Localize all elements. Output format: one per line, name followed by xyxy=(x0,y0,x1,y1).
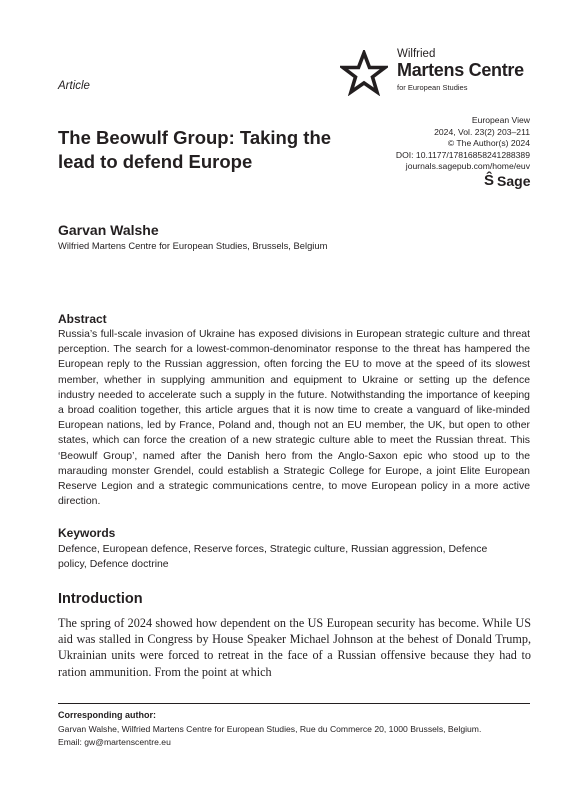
abstract-text: Russia’s full-scale invasion of Ukraine has exposed divisions in European strategic culture and threat perception. The search for a lowest-common-denominator response to the threat has hampered the European reply to the Russian aggression, often forcing the EU to move at the speed of its slowest member, whether in supplying ammunition and equipment to Ukraine or setting up the defence industry needed to accelerate such a supply in the future. Notwithstanding the importance of keeping a broad coalition together, this article argues that it is now time to create a vanguard of like-minded European nations, led by France, Poland and, though not an EU member, the UK, but open to other states, which can force the creation of a new strategic culture able to meet the Russian threat. This ‘Beowulf Group’, named after the Danish hero from the Anglo-Saxon epic who stood up to the marauding monster Grendel, could establish a Strategic College for Europe, a joint Elite European Reserve Legion and a strategic communications centre, to move European policy in a more active direction. xyxy=(58,329,530,508)
introduction-text: The spring of 2024 showed how dependent on the US European security has become. While US aid was stalled in Congress by House Speaker Michael Johnson at the behest of Donald Trump, Ukrainian units were forced to retreat in the face of a Russian offensive because they had to ration ammunition. From the point at which xyxy=(58,616,531,679)
keywords-heading: Keywords xyxy=(58,526,116,540)
journal-url[interactable]: journals.sagepub.com/home/euv xyxy=(405,161,530,172)
sage-s-icon: Ŝ xyxy=(484,172,495,189)
corresponding-author-heading: Corresponding author: xyxy=(58,710,156,720)
author-name: Garvan Walshe xyxy=(58,222,159,238)
publisher-logo xyxy=(484,172,530,189)
martens-centre-logo xyxy=(340,48,540,100)
keywords-text: Defence, European defence, Reserve forces, Strategic culture, Russian aggression, Defence policy, Defence doctrine xyxy=(58,544,488,571)
corresponding-author-details xyxy=(58,723,538,749)
journal-doi[interactable]: DOI: 10.1177/17816858241288389 xyxy=(395,149,530,160)
logo-line-2: Martens Centre xyxy=(397,60,524,80)
corresponding-author-address: Garvan Walshe, Wilfried Martens Centre for European Studies, Rue du Commerce 20, 1000 Brussels, Belgium. xyxy=(58,724,482,734)
article-type-label: Article xyxy=(58,80,90,92)
abstract-heading: Abstract xyxy=(58,312,107,326)
logo-line-1: Wilfried xyxy=(397,48,436,60)
journal-meta xyxy=(330,115,530,173)
star-icon xyxy=(340,50,388,96)
journal-copyright: © The Author(s) 2024 xyxy=(447,138,530,149)
journal-volume: 2024, Vol. 23(2) 203–211 xyxy=(434,126,530,137)
article-title: The Beowulf Group: Taking the lead to defend Europe xyxy=(58,127,332,172)
logo-line-3: for European Studies xyxy=(397,83,468,92)
footnote-divider xyxy=(58,703,530,704)
corresponding-author-email[interactable]: Email: gw@martenscentre.eu xyxy=(58,737,171,748)
journal-name: European View xyxy=(471,115,530,125)
author-affiliation: Wilfried Martens Centre for European Studies, Brussels, Belgium xyxy=(58,240,328,251)
publisher-name: Sage xyxy=(497,172,531,189)
introduction-heading: Introduction xyxy=(58,591,143,607)
